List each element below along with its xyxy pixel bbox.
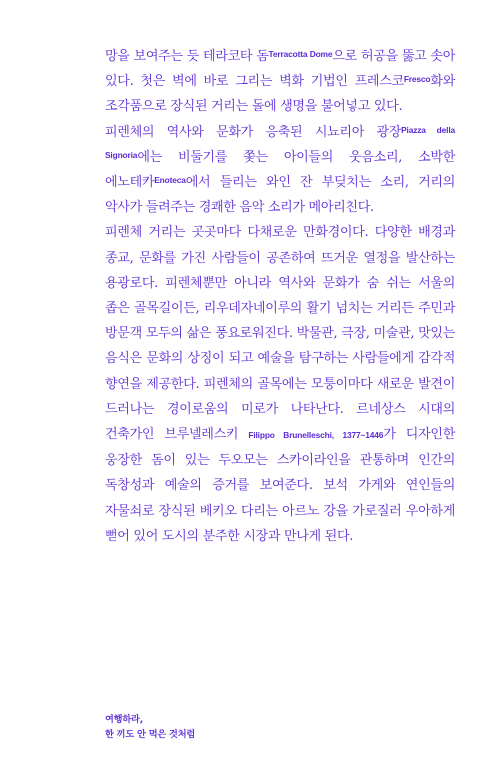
text-segment: 화와 조각품으로 장식된 거리는 돌에 생명을 불어넣고 있다. — [105, 74, 455, 115]
text-segment: 가 디자인한 웅장한 돔이 있는 두오모는 스카이라인을 관통하며 인간의 독창성과 예술의 증거를 보여준다. 보석 가게와 연인들의 자물쇠로 장식된 베키오 다리는 아르노 강을 가로질러 우아하게 뻗어 있어 도시의 분주한 시장과 만나게 된다. — [105, 427, 455, 544]
book-title-line-1: 여행하라, — [105, 714, 143, 725]
running-footer — [105, 712, 195, 742]
latin-gloss: Piazza della Signoria — [105, 124, 455, 160]
text-segment: 망을 보여주는 듯 테라코타 돔 — [105, 49, 269, 64]
book-title-line-2: 한 끼도 안 먹은 것처럼 — [105, 729, 196, 740]
paragraph-signoria — [105, 120, 455, 221]
body-text — [105, 44, 455, 549]
latin-gloss: Filippo Brunelleschi, 1377~1446 — [248, 430, 384, 441]
text-segment: 으로 허공을 뚫고 솟아 있다. 첫은 벽에 바로 그리는 벽화 기법인 프레스코 — [105, 49, 456, 90]
text-segment: 에서 들리는 와인 잔 부딪치는 소리, 거리의 악사가 들려주는 경쾌한 음악 소리가 메아리친다. — [105, 175, 455, 216]
text-segment: 피렌체 거리는 곳곳마다 다채로운 만화경이다. 다양한 배경과 종교, 문화를 가진 사람들이 공존하여 뜨거운 열정을 발산하는 용광로다. 피렌체뿐만 아니라 역사와 문화가 숨 쉬는 서울의 좁은 골목길이든, 리우데자네이루의 활기 넘치는 거리든 주민과 방문객 모두의 삶은 풍요로워진다. 박물관, 극장, 미술관, 맛있는 음식은 문화의 상징이 되고 예술을 탐구하는 사람들에게 감각적 향연을 제공한다. 피렌체의 골목에는 모퉁이마다 새로운 발견이 드러나는 경이로움의 미로가 나타난다. 르네상스 시대의 건축가인 브루넬레스키 — [105, 225, 455, 443]
latin-gloss: Fresco — [403, 74, 431, 85]
text-segment: 에는 비둘기를 쫓는 아이들의 웃음소리, 소박한 에노테카 — [105, 149, 455, 191]
paragraph-terracotta-dome — [105, 44, 455, 120]
paragraph-kaleidoscope — [105, 220, 455, 549]
latin-gloss: Terracotta Dome — [268, 49, 333, 59]
text-segment: 피렌체의 역사와 문화가 응축된 시뇨리아 광장 — [105, 124, 402, 140]
latin-gloss: Enoteca — [154, 175, 186, 186]
